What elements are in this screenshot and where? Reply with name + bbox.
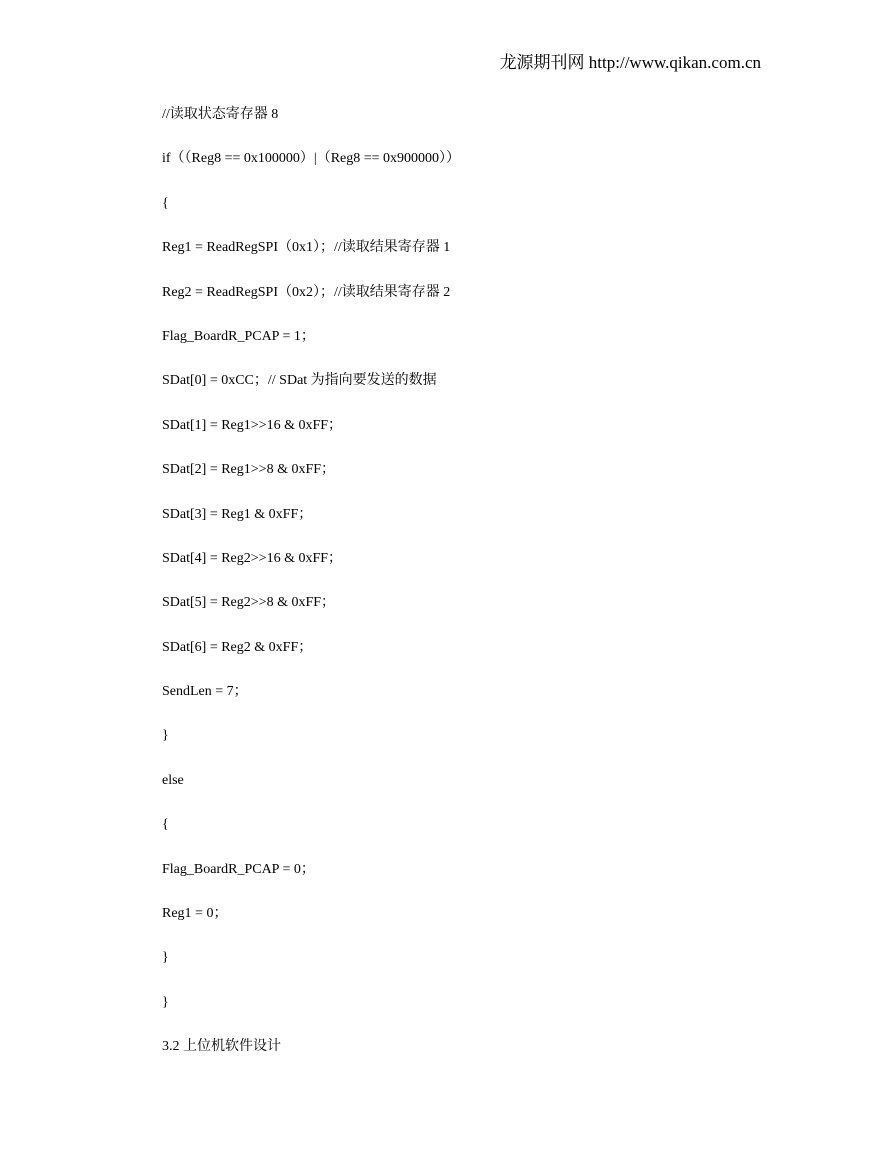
code-line: Reg1 = ReadRegSPI（0x1）；//读取结果寄存器 1: [162, 240, 451, 256]
code-line: Flag_BoardR_PCAP = 0；: [162, 861, 315, 877]
code-line: SDat[4] = Reg2>>16 & 0xFF；: [162, 550, 343, 566]
code-line: }: [162, 950, 169, 966]
code-line: if（（Reg8 == 0x100000）|（Reg8 == 0x900000））: [162, 151, 461, 167]
code-line: }: [162, 994, 169, 1010]
code-line: SDat[3] = Reg1 & 0xFF；: [162, 506, 313, 522]
code-line: else: [162, 772, 184, 788]
page-header-source: 龙源期刊网 http://www.qikan.com.cn: [499, 53, 761, 72]
code-line: {: [162, 195, 169, 211]
code-line: {: [162, 817, 169, 833]
code-line: SDat[6] = Reg2 & 0xFF；: [162, 639, 313, 655]
code-line: SendLen = 7；: [162, 684, 248, 700]
code-line: //读取状态寄存器 8: [162, 107, 279, 122]
code-line: SDat[1] = Reg1>>16 & 0xFF；: [162, 417, 343, 433]
section-heading: 3.2 上位机软件设计: [162, 1039, 281, 1055]
code-line: Reg1 = 0；: [162, 906, 228, 922]
code-line: SDat[5] = Reg2>>8 & 0xFF；: [162, 595, 336, 611]
code-line: Flag_BoardR_PCAP = 1；: [162, 328, 315, 344]
code-line: SDat[2] = Reg1>>8 & 0xFF；: [162, 462, 336, 478]
code-listing: [162, 104, 782, 1081]
code-line: SDat[0] = 0xCC；// SDat 为指向要发送的数据: [162, 373, 437, 389]
code-line: }: [162, 728, 169, 744]
code-line: Reg2 = ReadRegSPI（0x2）；//读取结果寄存器 2: [162, 284, 451, 300]
